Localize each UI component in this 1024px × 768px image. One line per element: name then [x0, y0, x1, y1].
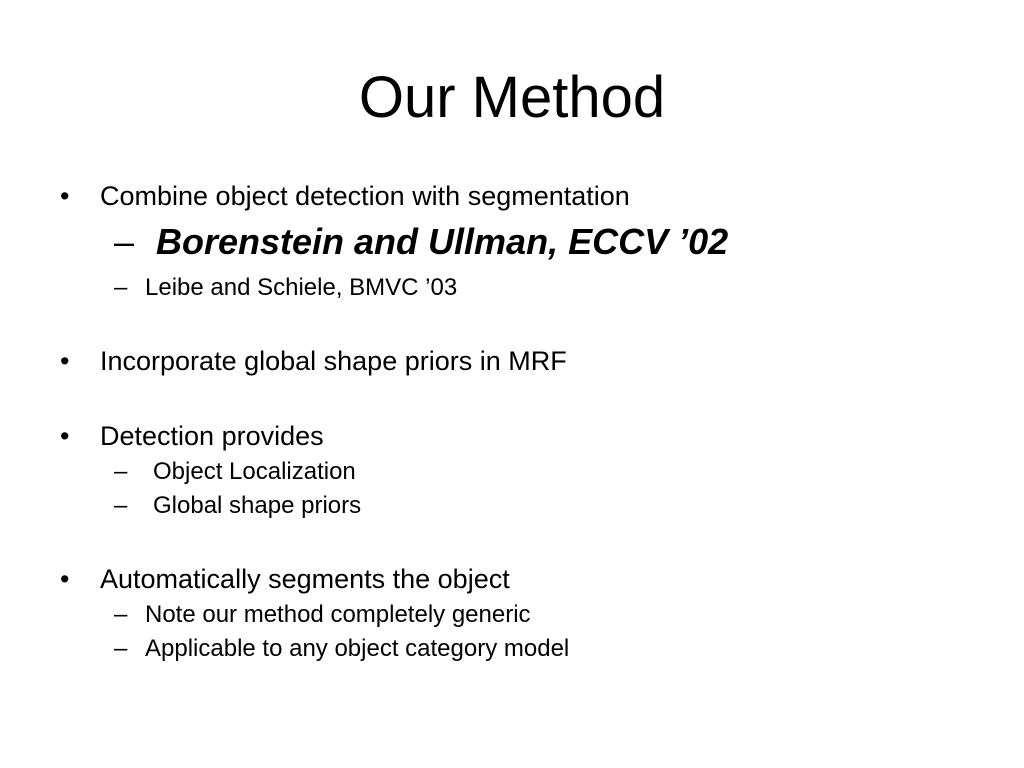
bullet-text-automatically: Automatically segments the object [100, 564, 510, 594]
bullet-marker: • [60, 421, 70, 451]
bullet-text-combine: Combine object detection with segmentation [100, 181, 630, 211]
sub-bullet-marker: – [114, 635, 128, 662]
sub-bullet-text-localization: Object Localization [153, 458, 356, 485]
sub-bullet-text-shape-priors: Global shape priors [153, 492, 362, 519]
sub-bullet-text-generic: Note our method completely generic [145, 601, 531, 628]
bullet-text-detection: Detection provides [100, 421, 324, 451]
bullet-marker: • [60, 181, 70, 211]
sub-bullet-marker: – [114, 274, 128, 301]
bullet-marker: • [60, 346, 70, 376]
sub-bullet-text-leibe: Leibe and Schiele, BMVC ’03 [145, 274, 458, 301]
sub-bullet-marker: – [114, 221, 135, 262]
sub-bullet-text-borenstein: Borenstein and Ullman, ECCV ’02 [156, 221, 729, 262]
sub-bullet-text-applicable: Applicable to any object category model [145, 635, 570, 662]
bullet-marker: • [60, 564, 70, 594]
bullet-text-incorporate: Incorporate global shape priors in MRF [100, 346, 567, 376]
sub-bullet-marker: – [114, 458, 128, 485]
sub-bullet-marker: – [114, 492, 128, 519]
sub-bullet-marker: – [114, 601, 128, 628]
slide-title: Our Method [358, 65, 666, 130]
